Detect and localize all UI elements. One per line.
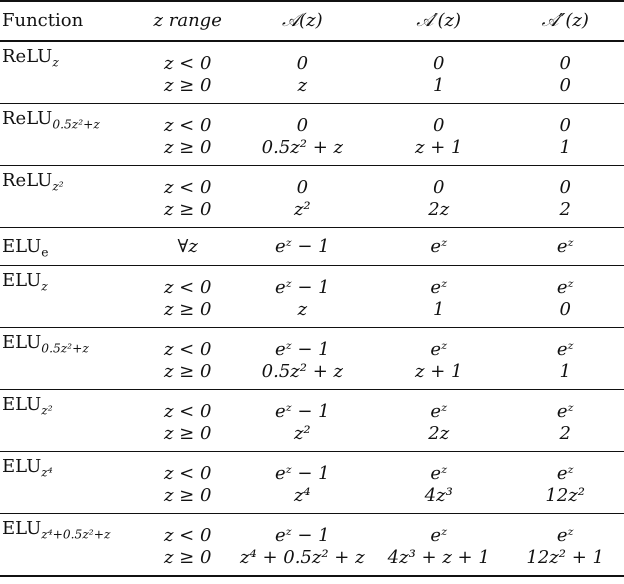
first-derivative-cell: eᶻ (430, 525, 448, 546)
function-name: ELU (2, 456, 42, 477)
function-group (0, 514, 624, 577)
function-subscript: 0.5z²+z (41, 341, 89, 356)
second-derivative-cell: 0 (559, 299, 571, 320)
function-name-cell (0, 514, 142, 577)
z-range-cell: ∀z (177, 235, 198, 257)
activation-value-cell: eᶻ − 1 (275, 339, 330, 360)
first-derivative-cell: z + 1 (415, 361, 463, 382)
first-derivative-cell: eᶻ (430, 463, 448, 484)
function-group (0, 328, 624, 390)
first-derivative-cell: 4z³ (424, 485, 453, 506)
function-name-cell (0, 104, 142, 166)
z-range-cell: z < 0 (163, 401, 212, 422)
table-row (0, 41, 624, 75)
first-derivative-cell: 0 (433, 53, 445, 74)
table-row (0, 452, 624, 486)
z-range-cell: z ≥ 0 (163, 299, 212, 320)
second-derivative-cell: eᶻ (556, 277, 574, 298)
activation-value-cell: eᶻ − 1 (275, 277, 330, 298)
second-derivative-cell: 0 (559, 115, 571, 136)
activation-value-cell: z⁴ + 0.5z² + z (240, 547, 365, 568)
function-group (0, 104, 624, 166)
function-name-cell (0, 166, 142, 228)
function-name-cell (0, 452, 142, 514)
function-group (0, 390, 624, 452)
function-subscript: e (41, 244, 49, 259)
z-range-cell: z ≥ 0 (163, 137, 212, 158)
second-derivative-cell: 0 (559, 75, 571, 96)
first-derivative-cell: eᶻ (430, 235, 448, 257)
first-derivative-cell: 4z³ + z + 1 (387, 547, 490, 568)
function-subscript: z² (52, 179, 64, 194)
table-row (0, 166, 624, 200)
activation-value-cell: 0 (296, 115, 309, 136)
first-derivative-cell: 1 (433, 299, 445, 320)
activation-value-cell: z (297, 75, 308, 96)
function-subscript: z (41, 279, 48, 294)
table-row (0, 514, 624, 548)
activation-value-cell: eᶻ − 1 (275, 525, 330, 546)
first-derivative-cell: eᶻ (430, 339, 448, 360)
second-derivative-cell: eᶻ (556, 235, 574, 257)
header-activation: 𝒜(z) (234, 1, 371, 41)
function-group (0, 266, 624, 328)
activation-value-cell: 0.5z² + z (261, 137, 343, 158)
z-range-cell: z ≥ 0 (163, 485, 212, 506)
second-derivative-cell: 0 (559, 53, 571, 74)
second-derivative-cell: 1 (559, 361, 571, 382)
first-derivative-cell: eᶻ (430, 401, 448, 422)
activation-value-cell: eᶻ − 1 (275, 463, 330, 484)
function-group (0, 228, 624, 266)
header-row (0, 1, 624, 41)
table-row (0, 328, 624, 362)
function-name: ELU (2, 394, 42, 415)
function-name: ELU (2, 332, 42, 353)
function-name: ELU (2, 235, 42, 257)
function-name: ELU (2, 518, 42, 539)
activation-value-cell: 0 (296, 177, 309, 198)
table-row (0, 390, 624, 424)
first-derivative-cell: eᶻ (430, 277, 448, 298)
function-group (0, 41, 624, 104)
function-name-cell (0, 228, 142, 266)
second-derivative-cell: 2 (559, 199, 571, 220)
function-name: ReLU (2, 170, 53, 191)
function-name: ReLU (2, 108, 53, 129)
z-range-cell: z < 0 (163, 177, 212, 198)
activation-value-cell: z⁴ (293, 485, 311, 506)
function-subscript: z (52, 55, 59, 70)
function-name-cell (0, 266, 142, 328)
function-name: ReLU (2, 46, 53, 67)
z-range-cell: z < 0 (163, 115, 212, 136)
first-derivative-cell: 1 (433, 75, 445, 96)
first-derivative-cell: 0 (433, 177, 445, 198)
function-group (0, 166, 624, 228)
z-range-cell: z ≥ 0 (163, 361, 212, 382)
z-range-cell: z < 0 (163, 525, 212, 546)
table-row (0, 104, 624, 138)
z-range-cell: z ≥ 0 (163, 547, 212, 568)
second-derivative-cell: 12z² + 1 (526, 547, 604, 568)
table-row (0, 228, 624, 266)
second-derivative-cell: 0 (559, 177, 571, 198)
function-subscript: z⁴+0.5z²+z (41, 527, 111, 542)
z-range-cell: z ≥ 0 (163, 423, 212, 444)
activation-value-cell: eᶻ − 1 (275, 235, 330, 257)
second-derivative-cell: 1 (559, 137, 571, 158)
activation-value-cell: eᶻ − 1 (275, 401, 330, 422)
header-second-derivative: 𝒜″(z) (506, 1, 624, 41)
z-range-cell: z ≥ 0 (163, 75, 212, 96)
second-derivative-cell: eᶻ (556, 401, 574, 422)
header-z-range: z range (142, 1, 234, 41)
first-derivative-cell: 2z (428, 423, 450, 444)
header-function: Function (0, 1, 142, 41)
table-header (0, 1, 624, 41)
second-derivative-cell: 12z² (545, 485, 586, 506)
function-name-cell (0, 390, 142, 452)
z-range-cell: z < 0 (163, 53, 212, 74)
function-group (0, 452, 624, 514)
activation-value-cell: 0 (296, 53, 309, 74)
function-subscript: z⁴ (41, 465, 53, 480)
z-range-cell: z < 0 (163, 463, 212, 484)
activation-value-cell: 0.5z² + z (261, 361, 343, 382)
z-range-cell: z ≥ 0 (163, 199, 212, 220)
first-derivative-cell: 2z (428, 199, 450, 220)
first-derivative-cell: z + 1 (415, 137, 463, 158)
function-name-cell (0, 328, 142, 390)
second-derivative-cell: 2 (559, 423, 571, 444)
activation-value-cell: z² (293, 423, 311, 444)
function-subscript: z² (41, 403, 53, 418)
function-name-cell (0, 41, 142, 104)
first-derivative-cell: 0 (433, 115, 445, 136)
z-range-cell: z < 0 (163, 339, 212, 360)
second-derivative-cell: eᶻ (556, 463, 574, 484)
activation-value-cell: z² (293, 199, 311, 220)
table-row (0, 266, 624, 300)
z-range-cell: z < 0 (163, 277, 212, 298)
activation-value-cell: z (297, 299, 308, 320)
second-derivative-cell: eᶻ (556, 525, 574, 546)
second-derivative-cell: eᶻ (556, 339, 574, 360)
header-first-derivative: 𝒜′(z) (371, 1, 506, 41)
function-subscript: 0.5z²+z (52, 117, 100, 132)
function-name: ELU (2, 270, 42, 291)
